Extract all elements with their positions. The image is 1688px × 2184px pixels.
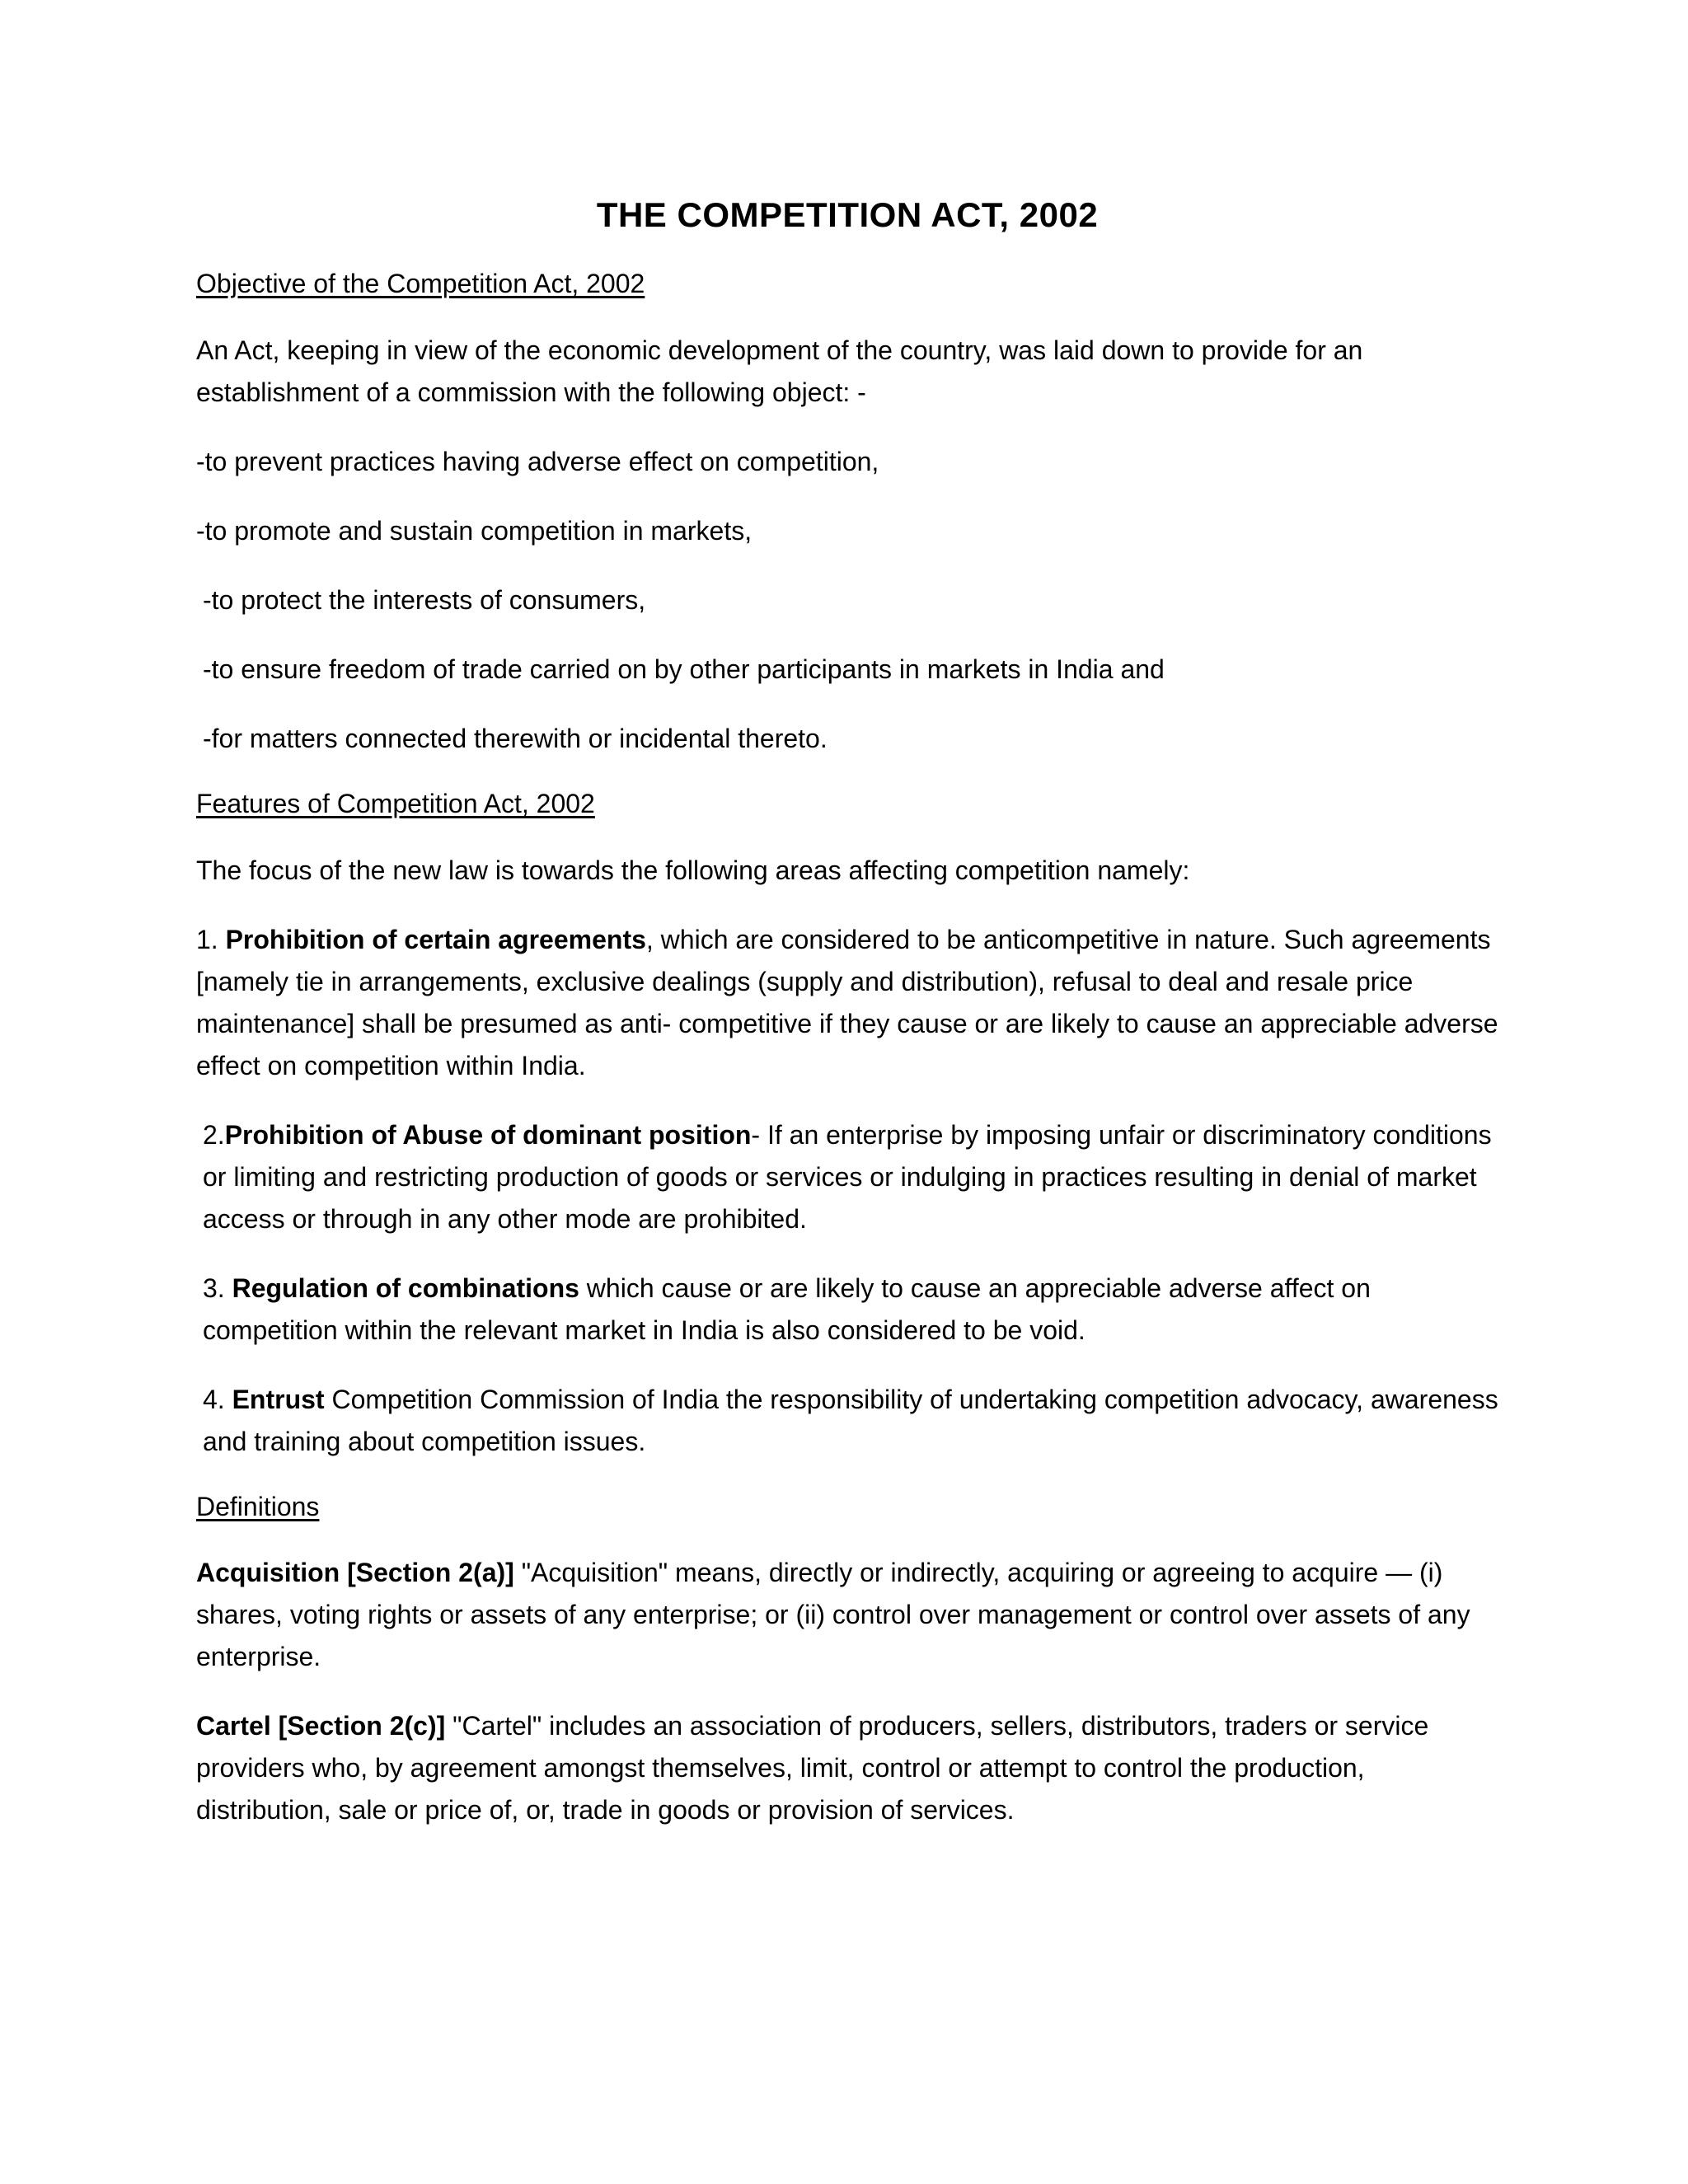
objective-item: -for matters connected therewith or incidental thereto.	[203, 723, 828, 753]
feature-title: Prohibition of certain agreements	[225, 924, 646, 954]
document-page	[196, 194, 1498, 1858]
feature-item	[196, 1379, 1498, 1463]
feature-item	[196, 919, 1498, 1087]
feature-text: , which are considered to be anticompetitive in nature. Such agreements [namely tie in arrangements, exclusive dealings (supply and distribution), refusal to deal and resale price maintenance] shall be presumed as anti- competitive if they cause or are likely to cause an appreciable adverse effect on competition within India.	[196, 924, 1498, 1080]
objective-item: -to promote and sustain competition in markets,	[196, 515, 753, 546]
feature-title: Entrust	[232, 1384, 325, 1414]
features-intro: The focus of the new law is towards the following areas affecting competition namely:	[196, 855, 1190, 885]
feature-title: Prohibition of Abuse of dominant position	[224, 1119, 752, 1150]
feature-number: 4.	[203, 1384, 232, 1414]
feature-number: 1.	[196, 924, 226, 954]
definitions-heading: Definitions	[196, 1491, 320, 1521]
feature-text: which cause or are likely to cause an appreciable adverse affect on competition within the relevant market in India is also considered to be void.	[203, 1272, 1371, 1345]
feature-item	[196, 1268, 1498, 1352]
objective-item: -to prevent practices having adverse effect on competition,	[196, 446, 879, 476]
feature-text: - If an enterprise by imposing unfair or discriminatory conditions or limiting and restricting production of goods or services or indulging in practices resulting in denial of market access or through in any other mode are prohibited.	[203, 1119, 1492, 1234]
features-heading: Features of Competition Act, 2002	[196, 788, 595, 818]
objective-intro: An Act, keeping in view of the economic development of the country, was laid down to provide for an establishment of a commission with the following object: -	[196, 335, 1363, 407]
definition-term: Cartel [Section 2(c)]	[196, 1711, 446, 1741]
definition-text: "Acquisition" means, directly or indirectly, acquiring or agreeing to acquire — (i) shares, voting rights or assets of any enterprise; or (ii) control over management or control over assets of any enterprise.	[196, 1558, 1470, 1672]
definition-item	[196, 1552, 1498, 1678]
objective-heading: Objective of the Competition Act, 2002	[196, 269, 645, 299]
objective-item: -to protect the interests of consumers,	[203, 584, 646, 615]
feature-number: 3.	[203, 1272, 232, 1303]
feature-number: 2.	[203, 1119, 225, 1150]
objective-item: -to ensure freedom of trade carried on by other participants in markets in India and	[203, 654, 1165, 684]
document-title: THE COMPETITION ACT, 2002	[596, 195, 1099, 234]
definition-term: Acquisition [Section 2(a)]	[196, 1558, 514, 1588]
feature-title: Regulation of combinations	[232, 1272, 579, 1303]
definition-text: "Cartel" includes an association of producers, sellers, distributors, traders or service providers who, by agreement amongst themselves, limit, control or attempt to control the production, distribution, sale or price of, or, trade in goods or provision of services.	[196, 1711, 1429, 1825]
feature-item	[196, 1114, 1498, 1240]
definition-item	[196, 1705, 1498, 1831]
feature-text: Competition Commission of India the responsibility of undertaking competition advocacy, awareness and training about competition issues.	[203, 1384, 1498, 1456]
